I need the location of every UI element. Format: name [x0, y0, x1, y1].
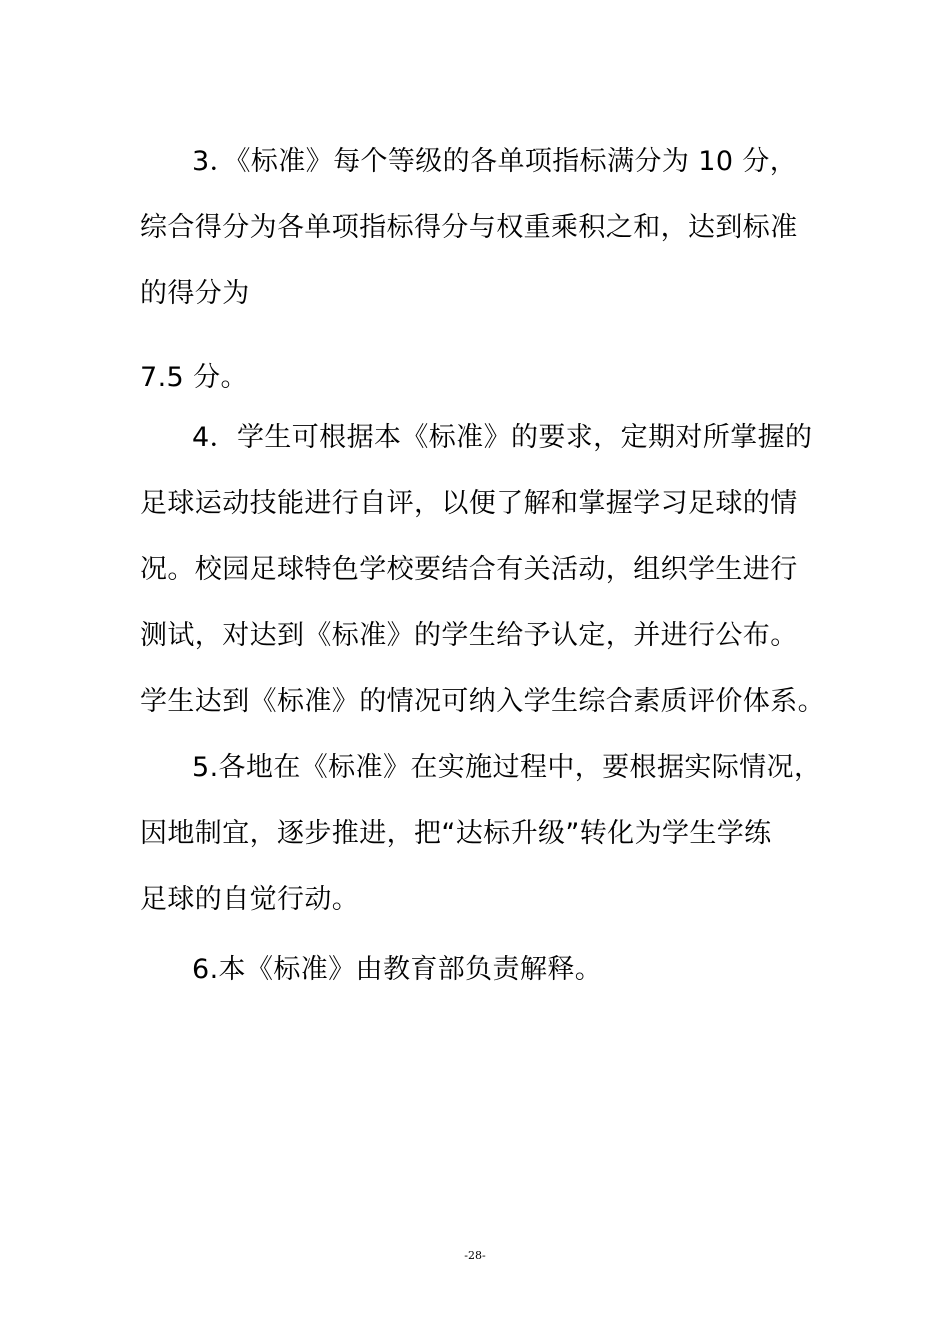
paragraph-5-line-2: 因地制宜，逐步推进，把“达标升级”转化为学生学练	[140, 818, 772, 849]
page-number: -28-	[464, 1249, 486, 1262]
paragraph-4-line-4: 测试，对达到《标准》的学生给予认定，并进行公布。	[140, 620, 798, 651]
paragraph-4-line-3: 况。校园足球特色学校要结合有关活动，组织学生进行	[140, 554, 798, 585]
paragraph-3-line-1: 3．《标准》每个等级的各单项指标满分为 10 分，	[192, 146, 798, 177]
paragraph-5-line-3: 足球的自觉行动。	[140, 884, 360, 915]
paragraph-3-line-3: 的得分为	[140, 278, 250, 309]
paragraph-4-line-5: 学生达到《标准》的情况可纳入学生综合素质评价体系。	[140, 686, 825, 717]
paragraph-3-line-2: 综合得分为各单项指标得分与权重乘积之和，达到标准	[140, 212, 798, 243]
paragraph-5-line-1: 5.各地在《标准》在实施过程中，要根据实际情况，	[192, 752, 822, 783]
paragraph-4-line-1: 4．学生可根据本《标准》的要求，定期对所掌握的	[192, 422, 813, 453]
paragraph-3-line-4: 7.5 分。	[140, 362, 248, 393]
paragraph-6-line-1: 6.本《标准》由教育部负责解释。	[192, 954, 603, 985]
paragraph-4-line-2: 足球运动技能进行自评，以便了解和掌握学习足球的情	[140, 488, 798, 519]
